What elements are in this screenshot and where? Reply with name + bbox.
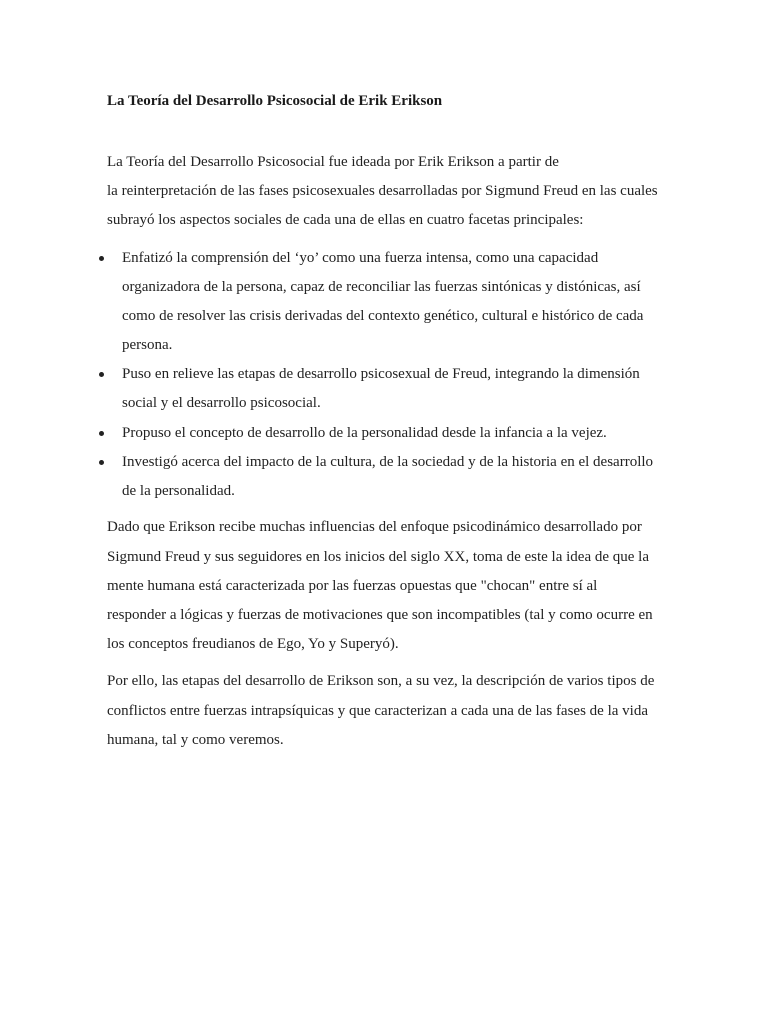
bullet-line: Investigó acerca del impacto de la cultura, de la sociedad y de la historia en el desarrollo [122, 454, 654, 470]
paragraph-line: mente humana está caracterizada por las fuerzas opuestas que "chocan" entre sí al [107, 578, 598, 594]
bullet-line: como de resolver las crisis derivadas del contexto genético, cultural e histórico de cada [122, 308, 644, 324]
bullet-line: social y el desarrollo psicosocial. [122, 395, 321, 411]
bullet-line: organizadora de la persona, capaz de reconciliar las fuerzas sintónicas y distónicas, así [122, 279, 641, 295]
bullet-line: de la personalidad. [122, 483, 235, 499]
paragraph-line: los conceptos freudianos de Ego, Yo y Superyó). [107, 636, 399, 652]
paragraph-line: conflictos entre fuerzas intrapsíquicas y que caracterizan a cada una de las fases de la vida [107, 703, 648, 719]
intro-line: subrayó los aspectos sociales de cada una de ellas en cuatro facetas principales: [107, 212, 584, 228]
paragraph-line: humana, tal y como veremos. [107, 732, 284, 748]
bullet-line: Puso en relieve las etapas de desarrollo psicosexual de Freud, integrando la dimensión [122, 366, 640, 382]
bullet-dot-icon [99, 460, 104, 465]
bullet-dot-icon [99, 431, 104, 436]
paragraph-line: Por ello, las etapas del desarrollo de Erikson son, a su vez, la descripción de varios tipos de [107, 673, 655, 689]
paragraph-line: Dado que Erikson recibe muchas influencias del enfoque psicodinámico desarrollado por [107, 519, 642, 535]
paragraph-line: responder a lógicas y fuerzas de motivaciones que son incompatibles (tal y como ocurre en [107, 607, 653, 623]
bullet-line: Enfatizó la comprensión del ‘yo’ como una fuerza intensa, como una capacidad [122, 250, 599, 266]
bullet-dot-icon [99, 256, 104, 261]
bullet-dot-icon [99, 372, 104, 377]
bullet-line: persona. [122, 337, 173, 353]
bullet-line: Propuso el concepto de desarrollo de la personalidad desde la infancia a la vejez. [122, 425, 607, 441]
intro-line: La Teoría del Desarrollo Psicosocial fue ideada por Erik Erikson a partir de [107, 154, 559, 170]
paragraph-line: Sigmund Freud y sus seguidores en los inicios del siglo XX, toma de este la idea de que la [107, 549, 649, 565]
intro-line: la reinterpretación de las fases psicosexuales desarrolladas por Sigmund Freud en las cuales [107, 183, 658, 199]
document-title: La Teoría del Desarrollo Psicosocial de Erik Erikson [107, 93, 443, 109]
